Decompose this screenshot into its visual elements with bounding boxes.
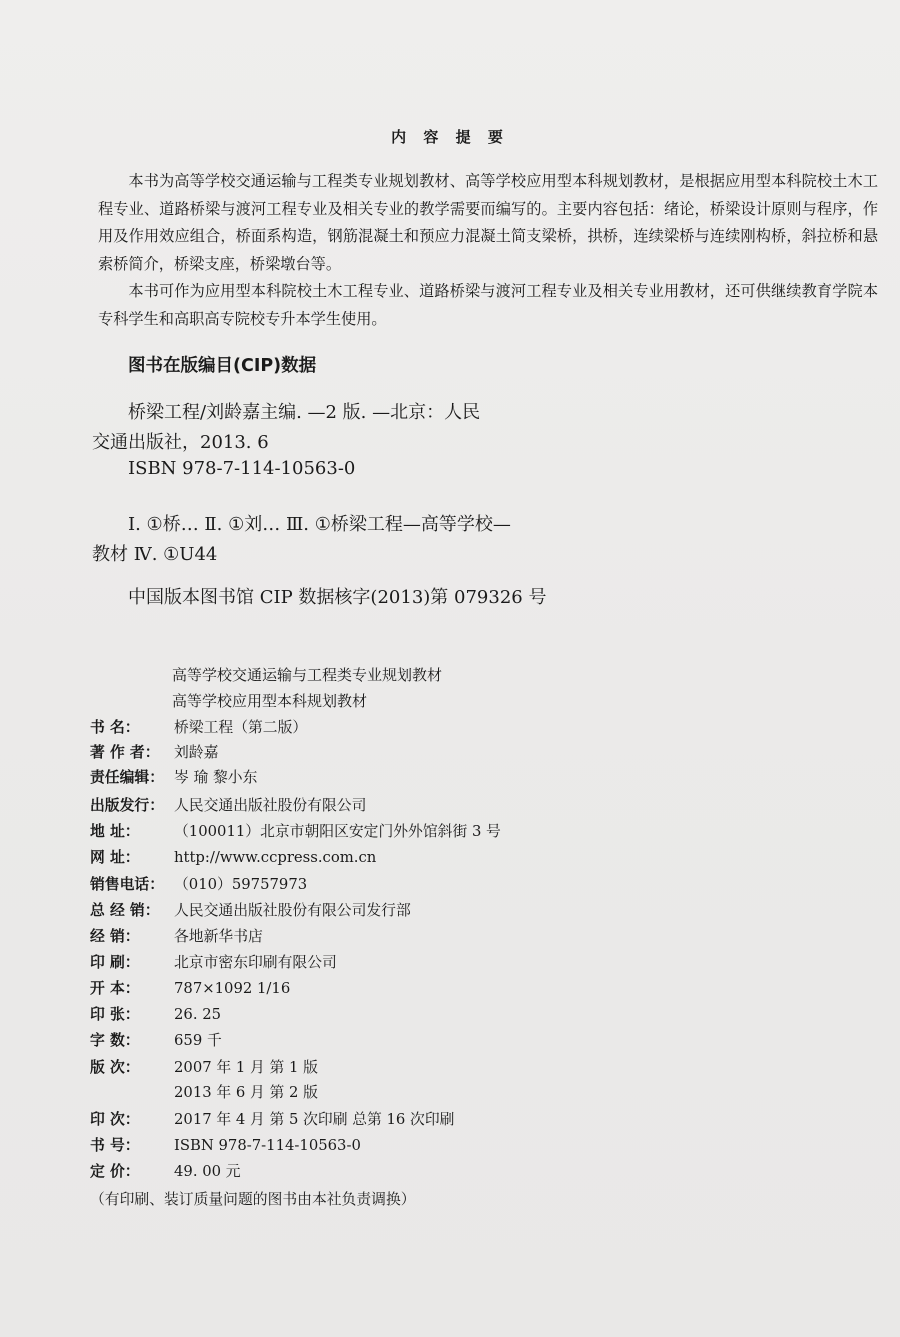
info-row-edition	[90, 1056, 318, 1080]
info-value: （010）59757973	[174, 876, 308, 893]
info-row-price	[90, 1160, 241, 1184]
info-label: 网 址：	[90, 849, 140, 866]
info-row-phone	[90, 873, 307, 897]
info-value: 桥梁工程（第二版）	[174, 719, 308, 736]
info-value: 北京市密东印刷有限公司	[174, 954, 337, 971]
cip-line-5: 教材 Ⅳ. ①U44	[92, 544, 218, 565]
info-value: 人民交通出版社股份有限公司	[174, 797, 367, 814]
quality-note: （有印刷、装订质量问题的图书由本社负责调换）	[90, 1191, 416, 1208]
info-label: 出版发行：	[90, 797, 164, 814]
info-value: 岑 瑜 黎小东	[174, 769, 258, 786]
cip-line-3: ISBN 978-7-114-10563-0	[128, 458, 356, 479]
info-row-printer	[90, 951, 337, 975]
info-value: 659 千	[174, 1032, 222, 1049]
info-label: 定 价：	[90, 1163, 140, 1180]
info-value: http://www.ccpress.com.cn	[174, 849, 377, 866]
summary-paragraph-1: 本书为高等学校交通运输与工程类专业规划教材、高等学校应用型本科规划教材，是根据应用型本科院校土木工程专业、道路桥梁与渡河工程专业及相关专业的教学需要而编写的。主要内容包括：绪论，桥梁设计原则与程序，作用及作用效应组合，桥面系构造，钢筋混凝土和预应力混凝土简支梁桥，拱桥，连续梁桥与连续刚构桥，斜拉桥和悬索桥简介，桥梁支座，桥梁墩台等。	[98, 172, 878, 273]
info-label: 著 作 者：	[90, 744, 160, 761]
info-value: 刘龄嘉	[174, 744, 219, 761]
info-value: 26. 25	[174, 1006, 222, 1023]
info-row-format	[90, 977, 290, 1001]
info-row-wordcount	[90, 1029, 222, 1053]
info-label: 印 刷：	[90, 954, 140, 971]
info-row-sheets	[90, 1003, 221, 1027]
info-label: 书 名：	[90, 719, 140, 736]
info-label: 开 本：	[90, 980, 140, 997]
info-value: 787×1092 1/16	[174, 980, 291, 997]
cip-line-2: 交通出版社，2013. 6	[92, 432, 269, 453]
info-label: 责任编辑：	[90, 769, 164, 786]
cip-heading: 图书在版编目(CIP)数据	[128, 356, 317, 376]
info-row-website	[90, 846, 376, 870]
info-label: 版 次：	[90, 1059, 140, 1076]
info-label: 印 次：	[90, 1111, 140, 1128]
summary-title: 内 容 提 要	[391, 128, 509, 146]
info-value: 人民交通出版社股份有限公司发行部	[174, 902, 411, 919]
info-row-distributor	[90, 899, 411, 923]
series-line-2: 高等学校应用型本科规划教材	[172, 692, 368, 710]
info-label: 地 址：	[90, 823, 140, 840]
info-label: 销售电话：	[90, 876, 164, 893]
cip-line-1: 桥梁工程/刘龄嘉主编. —2 版. —北京：人民	[128, 402, 481, 423]
info-row-address	[90, 820, 501, 844]
info-row-title	[90, 716, 307, 740]
info-value: 2007 年 1 月 第 1 版	[174, 1059, 318, 1076]
info-row-editor	[90, 766, 257, 790]
info-label: 经 销：	[90, 928, 140, 945]
info-value: 2017 年 4 月 第 5 次印刷 总第 16 次印刷	[174, 1111, 455, 1128]
info-label: 书 号：	[90, 1137, 140, 1154]
info-label: 字 数：	[90, 1032, 140, 1049]
info-row-printing	[90, 1108, 454, 1132]
info-label: 总 经 销：	[90, 902, 160, 919]
info-value: 各地新华书店	[174, 928, 263, 945]
info-value: （100011）北京市朝阳区安定门外外馆斜街 3 号	[174, 823, 501, 840]
summary-paragraph-2: 本书可作为应用型本科院校土木工程专业、道路桥梁与渡河工程专业及相关专业用教材，还可供继续教育学院本专科学生和高职高专院校专升本学生使用。	[98, 282, 878, 328]
info-value: ISBN 978-7-114-10563-0	[174, 1137, 361, 1154]
info-label: 印 张：	[90, 1006, 140, 1023]
info-row-publisher	[90, 794, 366, 818]
summary-text	[98, 168, 878, 333]
cip-line-4: Ⅰ. ①桥… Ⅱ. ①刘… Ⅲ. ①桥梁工程—高等学校—	[128, 514, 511, 535]
info-value: 2013 年 6 月 第 2 版	[174, 1084, 318, 1101]
info-row-edition-2	[90, 1081, 318, 1105]
cip-line-6: 中国版本图书馆 CIP 数据核字(2013)第 079326 号	[128, 587, 547, 608]
info-row-retailer	[90, 925, 263, 949]
series-line-1: 高等学校交通运输与工程类专业规划教材	[172, 666, 443, 684]
info-row-author	[90, 741, 218, 765]
info-row-isbn	[90, 1134, 361, 1158]
info-value: 49. 00 元	[174, 1163, 241, 1180]
